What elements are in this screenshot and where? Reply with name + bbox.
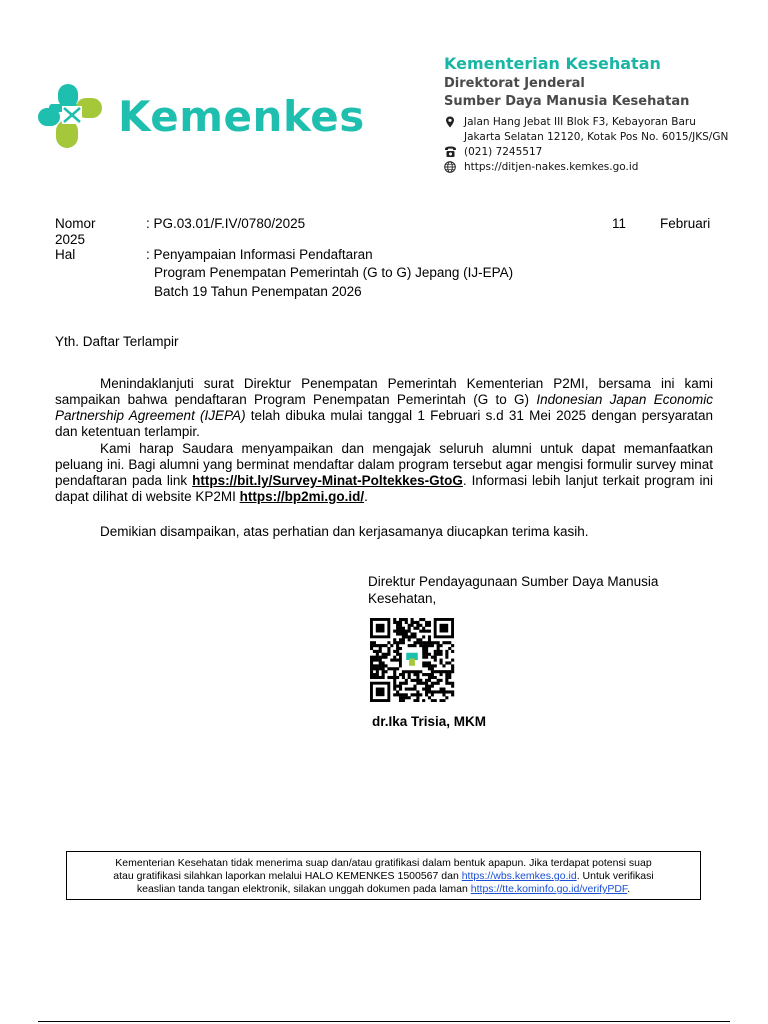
p2-text-a: Kami harap Saudara menyampaikan dan mengajak seluruh alumni untuk dapat memanfaatkan peluang ini. Bagi alumni yang berminat mendaftar dalam program tersebut agar mengisi formulir survey minat pendaftaran pada link — [55, 441, 713, 488]
date-year: 2025 — [55, 232, 86, 247]
date-month: Februari — [660, 216, 711, 231]
footer-notice — [66, 851, 701, 900]
address-line-1: Jalan Hang Jebat III Blok F3, Kebayoran Baru — [464, 116, 696, 128]
footer-line-1: Kementerian Kesehatan tidak menerima suap dan/atau gratifikasi dalam bentuk apapun. Jika terdapat potensi suap — [115, 857, 652, 869]
p1-italic: Indonesian Japan Economic Partnership Agreement (IJEPA) — [55, 392, 713, 423]
phone-icon — [444, 146, 464, 161]
p2-text-c: . — [364, 489, 368, 504]
contact-block — [444, 116, 728, 176]
org-line-2: Direktorat Jenderal — [444, 76, 585, 91]
address-line-2: Jakarta Selatan 12120, Kotak Pos No. 6015/JKS/GN — [464, 131, 729, 143]
hal-line-2: Program Penempatan Pemerintah (G to G) Jepang (IJ-EPA) — [154, 265, 514, 280]
qr-code-icon — [367, 618, 457, 702]
p1-text-b: telah dibuka mulai tanggal 1 Februari s.d 31 Mei 2025 dengan persyaratan dan ketentuan terlampir. — [55, 408, 713, 439]
hal-label: Hal — [55, 247, 76, 262]
hal-line-1: : Penyampaian Informasi Pendaftaran — [146, 247, 373, 262]
verify-pdf-link[interactable]: https://tte.kominfo.go.id/verifyPDF — [470, 883, 628, 895]
survey-link[interactable]: https://bit.ly/Survey-Minat-Poltekkes-GtoG — [192, 473, 463, 488]
hal-line-3: Batch 19 Tahun Penempatan 2026 — [154, 284, 362, 299]
bp2mi-link[interactable]: https://bp2mi.go.id/ — [239, 489, 365, 504]
wbs-link[interactable]: https://wbs.kemkes.go.id — [461, 870, 577, 882]
signer-title-1: Direktur Pendayagunaan Sumber Daya Manusia — [368, 574, 659, 589]
kemenkes-logo-icon — [36, 84, 104, 150]
org-header — [444, 54, 689, 109]
footer-line-3 — [67, 883, 700, 896]
logo-wordmark: Kemenkes — [118, 92, 365, 141]
closing-sentence: Demikian disampaikan, atas perhatian dan kerjasamanya diucapkan terima kasih. — [100, 524, 589, 539]
org-line-3: Sumber Daya Manusia Kesehatan — [444, 94, 690, 109]
body-paragraph-2 — [55, 441, 713, 505]
footer-line-2-end: . Untuk verifikasi — [576, 870, 654, 882]
org-name: Kementerian Kesehatan — [444, 54, 661, 73]
body-paragraph-1 — [55, 376, 713, 440]
date-day: 11 — [612, 216, 627, 231]
website-link[interactable]: https://ditjen-nakes.kemkes.go.id — [464, 161, 639, 173]
globe-icon — [444, 161, 464, 176]
signer-name: dr.Ika Trisia, MKM — [372, 714, 487, 729]
nomor-label: Nomor — [55, 216, 96, 231]
footer-line-2 — [67, 870, 700, 883]
p2-text-b: . Informasi lebih lanjut terkait program ini dapat dilihat di website KP2MI — [55, 473, 714, 504]
p1-text-a: Menindaklanjuti surat Direktur Penempatan Pemerintah Kementerian P2MI, bersama ini kami sampaikan bahwa pendaftaran Program Penempatan Pemerintah (G to G) — [55, 376, 713, 407]
footer-line-3-end: . — [627, 883, 631, 895]
phone-number: (021) 7245517 — [464, 146, 543, 158]
footer-line-3-text: keaslian tanda tangan elektronik, silakan unggah dokumen pada laman — [136, 883, 471, 895]
map-pin-icon — [444, 116, 464, 131]
recipient: Yth. Daftar Terlampir — [55, 334, 179, 349]
nomor-value: : PG.03.01/F.IV/0780/2025 — [146, 216, 306, 231]
footer-line-2-text: atau gratifikasi silahkan laporkan melalui HALO KEMENKES 1500567 dan — [113, 870, 462, 882]
bottom-rule — [38, 1021, 730, 1022]
signer-title-2: Kesehatan, — [368, 591, 437, 606]
